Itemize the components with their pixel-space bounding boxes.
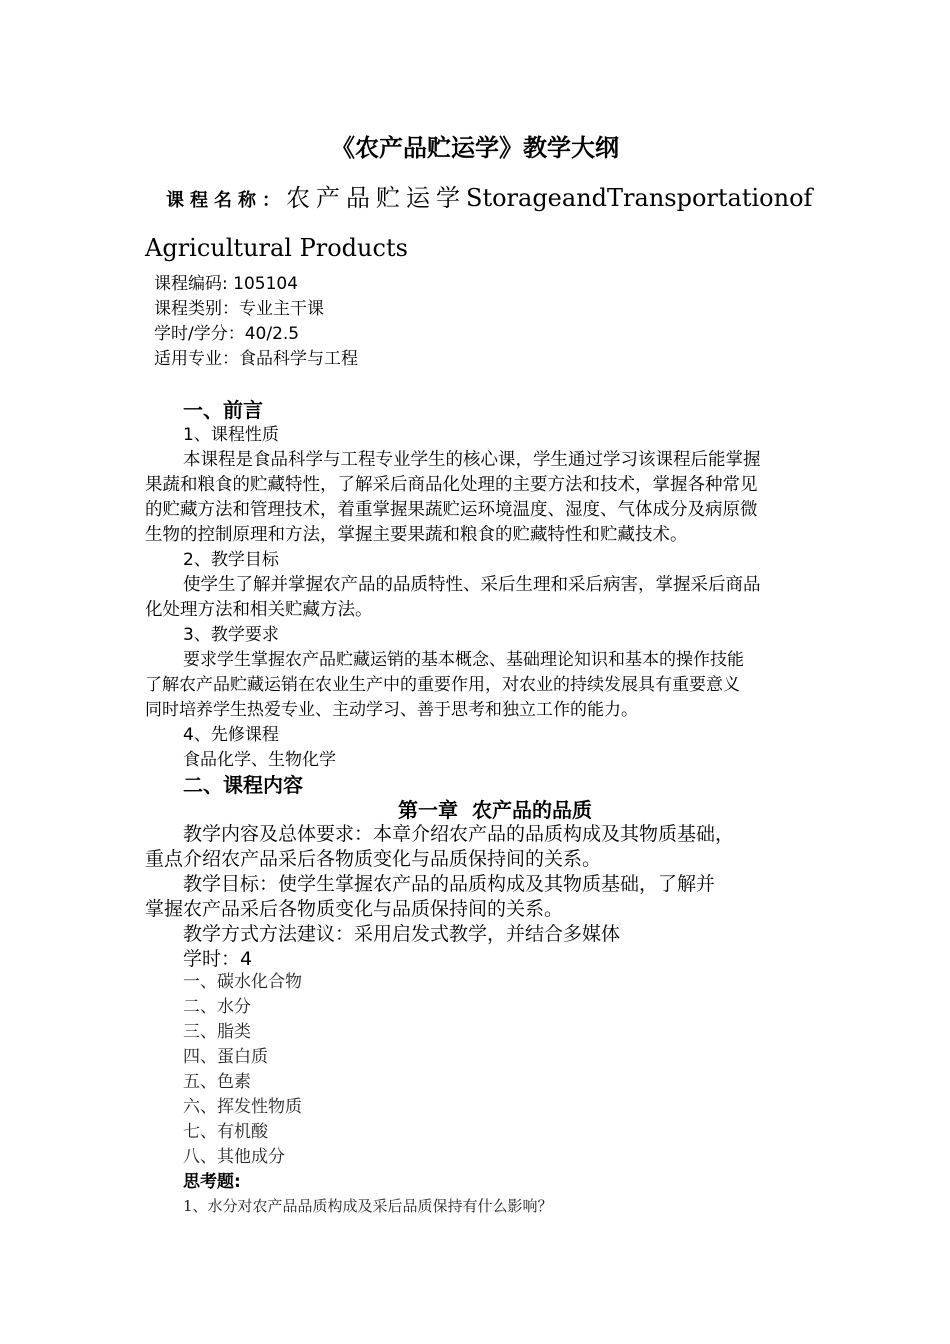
course-name-en-3: Transportation	[607, 184, 790, 212]
course-hours-credits: 学时/学分：40/2.5	[154, 324, 300, 344]
goal-line-2: 化处理方法和相关贮藏方法。	[145, 600, 373, 620]
course-name-en-2: and	[561, 184, 608, 212]
section-item: 七、有机酸	[183, 1122, 268, 1142]
content-heading: 二、课程内容	[183, 773, 303, 797]
questions-label: 思考题:	[183, 1172, 241, 1192]
chapter1-method: 教学方式方法建议：采用启发式教学，并结合多媒体	[183, 923, 621, 945]
course-name-label: 课程名称：	[166, 190, 286, 211]
section-item: 五、色素	[183, 1072, 251, 1092]
document-title: 《农产品贮运学》教学大纲	[331, 134, 619, 162]
requirement-line-1: 要求学生掌握农产品贮藏运销的基本概念、基础理论知识和基本的操作技能	[183, 650, 744, 670]
course-name-cn: 农产品贮运学	[286, 184, 466, 212]
section-item: 二、水分	[183, 997, 251, 1017]
chapter1-goal-1: 教学目标：使学生掌握农产品的品质构成及其物质基础，了解并	[183, 873, 716, 895]
nature-line-4: 生物的控制原理和方法，掌握主要果蔬和粮食的贮藏特性和贮藏技术。	[145, 525, 688, 545]
nature-line-2: 果蔬和粮食的贮藏特性，了解采后商品化处理的主要方法和技术，掌握各种常见	[145, 475, 758, 495]
course-code: 课程编码: 105104	[154, 274, 299, 294]
question-item: 1、水分对农产品品质构成及采后品质保持有什么影响？	[183, 1197, 553, 1215]
section-item: 三、脂类	[183, 1022, 251, 1042]
requirement-heading: 3、教学要求	[183, 625, 279, 645]
section-item: 一、碳水化合物	[183, 972, 302, 992]
goal-heading: 2、教学目标	[183, 550, 279, 570]
course-name-en-cont: Agricultural Products	[145, 234, 408, 262]
chapter1-title: 第一章 农产品的品质	[398, 798, 592, 822]
course-name-line	[166, 184, 813, 212]
nature-heading: 1、课程性质	[183, 425, 279, 445]
nature-line-3: 的贮藏方法和管理技术，着重掌握果蔬贮运环境温度、湿度、气体成分及病原微	[145, 500, 758, 520]
section-item: 四、蛋白质	[183, 1047, 268, 1067]
course-name-en-4: of	[789, 184, 813, 212]
prereq-text: 食品化学、生物化学	[183, 750, 336, 770]
chapter1-goal-2: 掌握农产品采后各物质变化与品质保持间的关系。	[145, 898, 564, 920]
requirement-line-2: 了解农产品贮藏运销在农业生产中的重要作用，对农业的持续发展具有重要意义	[145, 675, 740, 695]
section-item: 八、其他成分	[183, 1147, 285, 1167]
course-category: 课程类别：专业主干课	[154, 299, 324, 319]
preface-heading: 一、前言	[183, 398, 263, 422]
chapter1-overall-1: 教学内容及总体要求：本章介绍农产品的品质构成及其物质基础，	[183, 823, 735, 845]
section-item: 六、挥发性物质	[183, 1097, 302, 1117]
prereq-heading: 4、先修课程	[183, 725, 279, 745]
course-major: 适用专业：食品科学与工程	[154, 349, 358, 369]
chapter1-hours: 学时：4	[183, 948, 253, 970]
goal-line-1: 使学生了解并掌握农产品的品质特性、采后生理和采后病害，掌握采后商品	[183, 575, 761, 595]
chapter1-overall-2: 重点介绍农产品采后各物质变化与品质保持间的关系。	[145, 848, 602, 870]
nature-line-1: 本课程是食品科学与工程专业学生的核心课，学生通过学习该课程后能掌握	[183, 450, 761, 470]
requirement-line-3: 同时培养学生热爱专业、主动学习、善于思考和独立工作的能力。	[145, 700, 638, 720]
course-name-en-1: Storage	[466, 184, 562, 212]
